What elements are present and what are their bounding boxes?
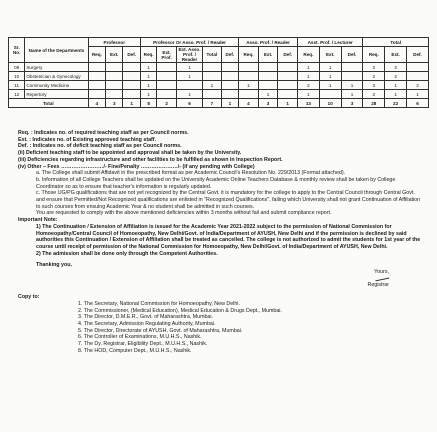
row-sr-no: 12 <box>9 90 25 99</box>
subheader: Def. <box>341 47 363 63</box>
total-cell: 10 <box>319 99 341 108</box>
row-cell <box>258 72 278 81</box>
table-body <box>9 63 429 99</box>
row-cell <box>123 81 140 90</box>
col-sr-no: Sr. No. <box>9 38 25 63</box>
row-cell <box>258 81 278 90</box>
copy-item: 6. The Controller of Examinations, M.U.H.S., Nashik. <box>78 334 202 341</box>
row-cell <box>88 63 105 72</box>
row-cell: 2 <box>385 63 407 72</box>
copy-to-label: Copy to: <box>18 294 40 301</box>
row-cell: 1 <box>140 90 156 99</box>
item-iv: (iv) Other – Fees ……………………/- Fine/Penalty …………………/- (if any pending with College) <box>18 163 255 170</box>
row-cell <box>203 72 222 81</box>
row-cell: 1 <box>176 63 202 72</box>
subheader: Req. <box>298 47 320 63</box>
row-cell <box>239 90 259 99</box>
total-cell: 6 <box>407 99 429 108</box>
item-c: c. Those UG/PG qualifications that are not yet recognized by the Central Govt. it is mandatory for the college to apply to the Central Council through Central Govt. and ensure that Permitted/Not Recognized qualifications are enlisted in "Recognized Qualifications", failing which University shall not grant Continuation of Affiliation to such courses from ensuing Academic Year & no student shall be admitted in such courses. <box>36 190 421 210</box>
row-cell: 2 <box>298 81 320 90</box>
group-total: Total <box>363 38 429 47</box>
row-cell <box>221 90 239 99</box>
subheader: Ext. <box>258 47 278 63</box>
col-department: Name of the Departments <box>25 38 88 63</box>
note-ext: Ext. : Indicates no. of Existing approved teaching staff. <box>18 136 157 143</box>
total-cell: 8 <box>140 99 156 108</box>
note-def: Def. : Indicates no. of deficit teaching staff as per Council norms. <box>18 143 182 150</box>
subheader: Def. <box>278 47 298 63</box>
row-cell <box>106 72 123 81</box>
row-cell: 1 <box>319 72 341 81</box>
total-label: Total <box>9 99 89 108</box>
total-cell: 3 <box>341 99 363 108</box>
row-cell <box>278 72 298 81</box>
yours <box>18 269 423 276</box>
subheader: Req. <box>88 47 105 63</box>
row-cell: 2 <box>363 90 385 99</box>
row-cell: 2 <box>363 63 385 72</box>
copy-item: 3. The Director, D.M.E.R., Govt. of Maharashtra, Mumbai. <box>78 314 214 321</box>
row-cell <box>157 72 177 81</box>
row-cell: 1 <box>176 72 202 81</box>
row-cell <box>106 81 123 90</box>
table-row <box>9 63 429 72</box>
important-note-heading: Important Note: <box>18 217 58 224</box>
total-cell: 4 <box>88 99 105 108</box>
group-professor: Professor <box>88 38 140 47</box>
yours-text: Yours, <box>374 269 389 276</box>
total-cell: 3 <box>106 99 123 108</box>
total-cell: 6 <box>176 99 202 108</box>
subheader: Def. <box>221 47 239 63</box>
row-cell <box>88 81 105 90</box>
row-department: Surgery <box>25 63 88 72</box>
comply-request: You are requested to comply with the above mentioned deficiencies within 3 months without fail and submit compliance report. <box>36 210 332 217</box>
subheader: Ext. <box>106 47 123 63</box>
row-sr-no: 10 <box>9 72 25 81</box>
row-cell <box>239 72 259 81</box>
row-department: Community Medicine <box>25 81 88 90</box>
row-cell <box>123 63 140 72</box>
total-cell: 2 <box>157 99 177 108</box>
subheader: Req. <box>239 47 259 63</box>
table-row <box>9 90 429 99</box>
row-cell: 1 <box>385 81 407 90</box>
row-cell <box>88 72 105 81</box>
row-sr-no: 09 <box>9 63 25 72</box>
row-department: Obstetrician & Gynecology <box>25 72 88 81</box>
row-cell: 1 <box>385 90 407 99</box>
row-cell: 1 <box>140 72 156 81</box>
row-cell <box>88 90 105 99</box>
row-cell: 1 <box>239 81 259 90</box>
header-row-1 <box>9 38 429 47</box>
copy-item: 4. The Secretary, Admission Regulating Authority, Mumbai. <box>78 320 216 327</box>
row-cell: 1 <box>203 81 222 90</box>
copy-item: 1. The Secretary, National Commission for Homoeopathy, New Delhi. <box>78 300 240 307</box>
row-cell: 1 <box>140 63 156 72</box>
note-1: 1) The Continuation / Extension of Affiliation is issued for the Academic Year 2021-2022 subject to the permission of National Commission for Homoeopathy/Central Council of Homoeopathy, New Delhi/Govt. of India/Department of AYUSH, New Delhi and if the permission is declined by said authorities this Continuation / Extension of Affiliation shall be treated as cancelled. The college is not authorized to admit the students for 1st year of the course until receipt of permission of the National Commission for Homoeopathy, New Delhi/Govt. of India/Department of AYUSH, New Delhi. <box>36 223 421 250</box>
row-sr-no: 11 <box>9 81 25 90</box>
row-cell: 1 <box>176 90 202 99</box>
total-cell: 13 <box>298 99 320 108</box>
row-cell: 1 <box>258 90 278 99</box>
subheader: Ext. <box>385 47 407 63</box>
row-cell <box>278 90 298 99</box>
total-cell: 1 <box>221 99 239 108</box>
copy-list <box>18 301 423 355</box>
thanking-you: Thanking you, <box>36 262 72 269</box>
row-cell: 1 <box>341 90 363 99</box>
row-cell: 1 <box>298 63 320 72</box>
row-cell: 1 <box>298 72 320 81</box>
total-cell: 1 <box>123 99 140 108</box>
row-cell <box>123 90 140 99</box>
row-cell <box>278 63 298 72</box>
row-cell <box>176 81 202 90</box>
total-cell: 4 <box>239 99 259 108</box>
subheader: Ext. Prof. <box>157 47 177 63</box>
row-cell: 1 <box>319 81 341 90</box>
row-cell <box>341 63 363 72</box>
row-cell <box>106 63 123 72</box>
row-cell <box>203 90 222 99</box>
row-cell <box>221 63 239 72</box>
total-cell: 28 <box>363 99 385 108</box>
row-cell <box>157 90 177 99</box>
subheader: Req. <box>363 47 385 63</box>
row-department: Repertory <box>25 90 88 99</box>
group-professor-or-asso: Professor Or Asso. Prof. / Reader <box>140 38 238 47</box>
total-cell: 1 <box>278 99 298 108</box>
row-cell <box>106 90 123 99</box>
item-a: a. The College shall submit Affidavit in the prescribed format as per Academic Council's Resolution No. 229/2013 (Format attached). <box>36 170 346 177</box>
row-cell <box>341 72 363 81</box>
row-cell <box>258 63 278 72</box>
row-cell <box>157 63 177 72</box>
subheader: Ext. Asso. Prof. / Reader <box>176 47 202 63</box>
group-asst-prof: Asst. Prof. / Lecturer <box>298 38 363 47</box>
row-cell: 3 <box>363 81 385 90</box>
teaching-staff-table <box>8 37 429 108</box>
row-cell <box>407 63 429 72</box>
subheader: Def. <box>123 47 140 63</box>
row-cell: 1 <box>298 90 320 99</box>
row-cell: 2 <box>407 81 429 90</box>
row-cell: 2 <box>385 72 407 81</box>
note-2: 2) The admission shall be done only through the Competent Authorities. <box>36 250 218 257</box>
row-cell: 1 <box>319 63 341 72</box>
subheader: Ext. <box>319 47 341 63</box>
letter-body <box>18 130 423 355</box>
copy-item: 5. The Director, Directorate of AYUSH, Govt. of Maharashtra, Mumbai. <box>78 327 243 334</box>
subheader: Req. <box>140 47 156 63</box>
table-row <box>9 81 429 90</box>
item-b: b. Information of all College Teachers shall be updated on the University Academic Online Teachers Database & monthly review shall be taken by College Coordinator so as to ensure that teacher's information is regularly updated. <box>36 176 396 190</box>
total-cell: 7 <box>203 99 222 108</box>
total-cell: 22 <box>385 99 407 108</box>
total-cell: 3 <box>258 99 278 108</box>
row-cell: 1 <box>140 81 156 90</box>
copy-item: 2. The Commissioner, (Medical Education), Medical Education & Drugs Dept., Mumbai. <box>78 307 282 314</box>
row-cell <box>221 81 239 90</box>
item-iii: (iii) Deficiencies regarding infrastructure and other facilities to be fulfilled as shown in Inspection Report. <box>18 156 283 163</box>
row-cell <box>157 81 177 90</box>
row-cell <box>221 72 239 81</box>
item-ii: (ii) Deficient teaching staff to be appointed and approval shall be taken by the University. <box>18 150 242 157</box>
row-cell <box>407 72 429 81</box>
registrar: Registrar <box>367 282 389 289</box>
subheader: Def. <box>407 47 429 63</box>
total-row <box>9 99 429 108</box>
row-cell <box>278 81 298 90</box>
copy-item: 8. The HOD, Computer Dept., M.U.H.S., Nashik. <box>78 347 192 354</box>
group-asso-prof: Asso. Prof. / Reader <box>239 38 298 47</box>
row-cell: 2 <box>363 72 385 81</box>
table-row <box>9 72 429 81</box>
row-cell: 1 <box>341 81 363 90</box>
copy-item: 7. The Dy. Registrar, Eligibility Dept., M.U.H.S., Nashik. <box>78 341 208 348</box>
note-req: Req. : Indicates no. of required teaching staff as per Council norms. <box>18 130 189 136</box>
signature-line <box>18 276 423 283</box>
row-cell: 1 <box>407 90 429 99</box>
row-cell <box>319 90 341 99</box>
row-cell <box>123 72 140 81</box>
subheader: Total <box>203 47 222 63</box>
signature-icon <box>375 274 390 281</box>
row-cell <box>203 63 222 72</box>
row-cell <box>239 63 259 72</box>
